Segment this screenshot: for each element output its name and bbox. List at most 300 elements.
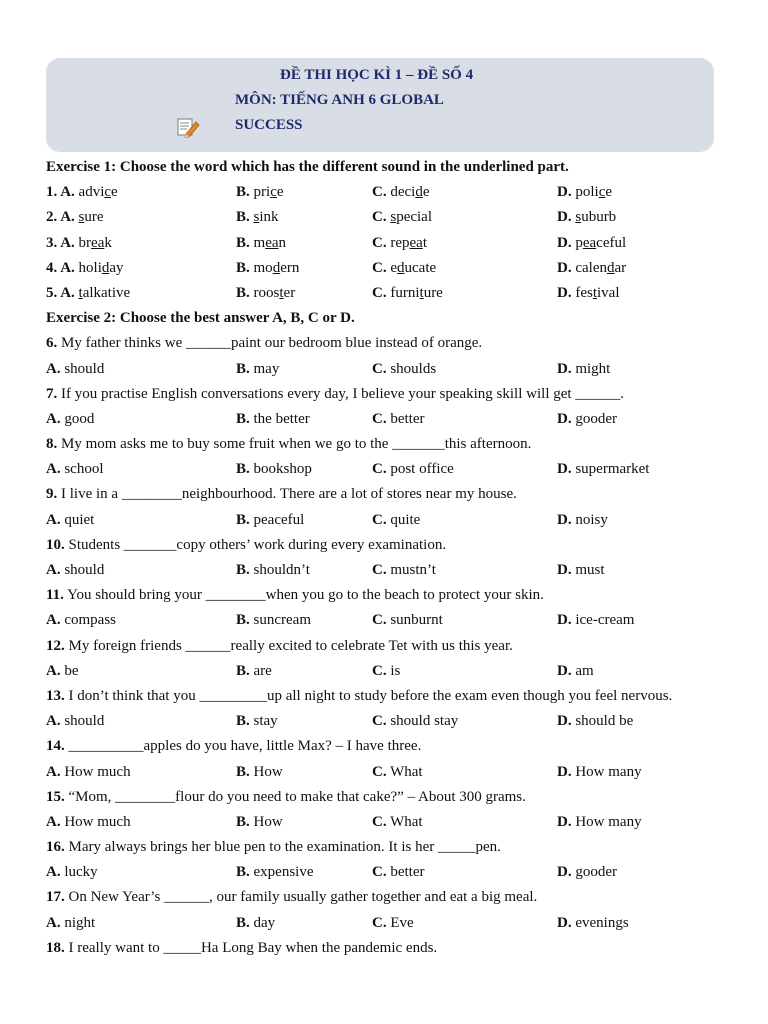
option-text: Eve <box>390 914 414 931</box>
answer-option[interactable] <box>236 281 295 306</box>
answer-option[interactable] <box>46 180 118 205</box>
option-letter: D. <box>557 914 572 931</box>
answer-option[interactable] <box>236 508 304 533</box>
option-letter: D. <box>557 864 572 881</box>
word-part: e <box>390 259 398 276</box>
exam-header <box>46 58 714 152</box>
answer-option[interactable] <box>557 860 617 885</box>
answer-option[interactable] <box>557 709 633 734</box>
word-part: pri <box>253 184 271 201</box>
underlined-part: s <box>390 209 397 226</box>
word-part: er <box>283 284 296 301</box>
question-text <box>46 331 726 356</box>
question-text <box>46 482 726 507</box>
answer-option[interactable] <box>236 231 286 256</box>
underlined-part: s <box>78 209 85 226</box>
answer-option[interactable] <box>372 407 425 432</box>
answer-option[interactable] <box>46 760 131 785</box>
underlined-part: ea <box>91 234 105 251</box>
option-letter: B. <box>236 511 250 528</box>
option-letter: C. <box>372 360 387 377</box>
word-part: br <box>78 234 92 251</box>
answer-option[interactable] <box>557 205 616 230</box>
option-text: evenings <box>575 914 629 931</box>
answer-option[interactable] <box>372 508 420 533</box>
exam-title: ĐỀ THI HỌC KÌ 1 – ĐỀ SỐ 4 <box>280 67 474 83</box>
option-letter: A. <box>46 864 61 881</box>
question-number: 7. <box>46 385 58 402</box>
answer-option[interactable] <box>557 256 626 281</box>
word-part: ival <box>597 284 620 301</box>
exercise-2-questions <box>46 331 726 961</box>
option-text: How <box>253 763 283 780</box>
option-letter: A. <box>46 763 61 780</box>
word-part: pecial <box>396 209 432 226</box>
underlined-part: d <box>272 259 281 276</box>
underlined-part: d <box>397 259 405 276</box>
word-part: e <box>605 184 613 201</box>
answer-option[interactable] <box>557 457 649 482</box>
options-row <box>46 558 726 583</box>
question-number: 18. <box>46 939 65 956</box>
option-letter: B. <box>236 410 250 427</box>
question-sentence: Students _______copy others’ work during every examination. <box>68 536 447 553</box>
option-text: expensive <box>253 864 314 881</box>
question-row <box>46 281 726 306</box>
answer-option[interactable] <box>46 281 130 306</box>
answer-option[interactable] <box>372 357 436 382</box>
option-letter: D. <box>557 713 572 730</box>
underlined-part: t <box>419 284 424 301</box>
answer-option[interactable] <box>372 457 454 482</box>
option-text: should stay <box>390 713 459 730</box>
answer-option[interactable] <box>236 407 310 432</box>
question-sentence: My foreign friends ______really excited to celebrate Tet with us this year. <box>68 637 513 654</box>
answer-option[interactable] <box>236 709 278 734</box>
option-text: the better <box>253 410 310 427</box>
answer-option[interactable] <box>557 231 626 256</box>
answer-option[interactable] <box>46 860 98 885</box>
option-letter: C. <box>372 511 387 528</box>
answer-option[interactable] <box>372 256 436 281</box>
option-text: must <box>575 562 605 578</box>
option-text: What <box>390 763 423 780</box>
options-row <box>46 357 726 382</box>
underlined-part: c <box>104 184 112 201</box>
option-letter: A. <box>46 713 61 730</box>
answer-option[interactable] <box>557 911 629 936</box>
answer-option[interactable] <box>46 608 116 633</box>
option-text: post office <box>390 461 454 478</box>
option-text: suncream <box>253 612 311 629</box>
option-text: night <box>64 914 96 931</box>
answer-option[interactable] <box>236 760 283 785</box>
answer-option[interactable] <box>557 508 608 533</box>
answer-option[interactable] <box>557 558 605 583</box>
option-letter: C. <box>372 259 387 276</box>
word-part: furni <box>390 284 420 301</box>
word-part: roos <box>253 284 280 301</box>
option-letter: B. <box>236 360 250 377</box>
word-part: holi <box>78 259 102 276</box>
question-text <box>46 835 726 860</box>
question-text <box>46 785 726 810</box>
underlined-part: ea <box>265 234 279 251</box>
option-letter: C. <box>372 763 387 780</box>
answer-option[interactable] <box>557 407 617 432</box>
answer-option[interactable] <box>557 281 620 306</box>
option-letter: C. <box>372 864 387 881</box>
option-text: should be <box>575 713 634 730</box>
exercise-1-title: Exercise 1: Choose the word which has the different sound in the underlined part. <box>46 159 569 175</box>
option-text: sunburnt <box>390 612 443 629</box>
answer-option[interactable] <box>236 180 284 205</box>
answer-option[interactable] <box>372 810 423 835</box>
word-part: uburb <box>581 209 617 226</box>
option-letter: C. <box>372 410 387 427</box>
answer-option[interactable] <box>372 659 400 684</box>
answer-option[interactable] <box>557 357 610 382</box>
question-text <box>46 432 726 457</box>
word-part: ar <box>614 259 627 276</box>
answer-option[interactable] <box>372 911 414 936</box>
option-letter: B. <box>236 612 250 629</box>
underlined-part: t <box>279 284 284 301</box>
option-letter: A. <box>46 914 61 931</box>
answer-option[interactable] <box>236 457 312 482</box>
option-letter: B. <box>236 234 250 251</box>
word-part: alkative <box>82 284 131 301</box>
word-part: ern <box>280 259 300 276</box>
word-part: ay <box>109 259 124 276</box>
question-sentence: My mom asks me to buy some fruit when we go to the _______this afternoon. <box>61 436 532 453</box>
exercise-1-questions <box>46 180 726 306</box>
options-row <box>46 760 726 785</box>
word-part: e <box>422 184 430 201</box>
option-text: shouldn’t <box>253 562 310 578</box>
question-text <box>46 684 726 709</box>
option-letter: B. <box>236 461 250 478</box>
answer-option[interactable] <box>46 205 104 230</box>
option-letter: B. <box>236 209 250 226</box>
option-text: may <box>253 360 280 377</box>
word-part: p <box>575 234 583 251</box>
option-text: How much <box>64 813 131 830</box>
option-letter: C. <box>372 234 387 251</box>
answer-option[interactable] <box>46 911 95 936</box>
answer-option[interactable] <box>372 760 423 785</box>
answer-option[interactable] <box>46 357 104 382</box>
question-text <box>46 885 726 910</box>
option-letter: A. <box>60 234 75 251</box>
option-text: shoulds <box>390 360 437 377</box>
question-text <box>46 583 726 608</box>
answer-option[interactable] <box>46 256 124 281</box>
document-pencil-icon <box>176 116 200 138</box>
question-number: 11. <box>46 587 64 604</box>
option-text: bookshop <box>253 461 312 478</box>
option-text: supermarket <box>575 461 650 478</box>
underlined-part: s <box>575 209 582 226</box>
answer-option[interactable] <box>46 407 94 432</box>
option-text: mustn’t <box>390 562 436 578</box>
word-part: advi <box>78 184 105 201</box>
answer-option[interactable] <box>372 860 425 885</box>
answer-option[interactable] <box>236 659 272 684</box>
options-row <box>46 608 726 633</box>
option-letter: D. <box>557 184 572 201</box>
option-text: day <box>253 914 276 931</box>
question-number: 6. <box>46 335 58 352</box>
option-text: noisy <box>575 511 608 528</box>
question-number: 5. <box>46 284 61 301</box>
underlined-part: ea <box>409 234 423 251</box>
option-letter: A. <box>46 360 61 377</box>
option-letter: D. <box>557 234 572 251</box>
option-text: stay <box>253 713 278 730</box>
answer-option[interactable] <box>236 810 283 835</box>
option-letter: D. <box>557 763 572 780</box>
question-row <box>46 205 726 230</box>
option-letter: A. <box>46 813 61 830</box>
answer-option[interactable] <box>372 205 432 230</box>
option-letter: D. <box>557 461 572 478</box>
option-letter: B. <box>236 864 250 881</box>
option-letter: C. <box>372 184 387 201</box>
question-sentence: Mary always brings her blue pen to the examination. It is her _____pen. <box>68 839 501 856</box>
question-row <box>46 180 726 205</box>
option-text: should <box>64 360 105 377</box>
word-part: fes <box>575 284 593 301</box>
exercise-2-title: Exercise 2: Choose the best answer A, B, C or D. <box>46 310 355 327</box>
option-letter: A. <box>60 209 75 226</box>
answer-option[interactable] <box>372 281 443 306</box>
option-letter: D. <box>557 662 572 679</box>
option-letter: B. <box>236 713 250 730</box>
option-letter: C. <box>372 662 387 679</box>
underlined-part: d <box>101 259 110 276</box>
option-letter: D. <box>557 612 572 629</box>
options-row <box>46 508 726 533</box>
underlined-part: c <box>270 184 277 201</box>
question-number: 16. <box>46 839 65 856</box>
question-sentence: __________apples do you have, little Max? – I have three. <box>68 738 422 755</box>
word-part: ucate <box>404 259 437 276</box>
question-sentence: My father thinks we ______paint our bedroom blue instead of orange. <box>61 335 483 352</box>
word-part: ure <box>84 209 104 226</box>
option-letter: A. <box>46 562 61 578</box>
question-number: 2. <box>46 209 61 226</box>
option-text: peaceful <box>253 511 305 528</box>
option-text: quite <box>390 511 421 528</box>
answer-option[interactable] <box>372 709 458 734</box>
option-text: is <box>390 662 401 679</box>
underlined-part: c <box>598 184 606 201</box>
answer-option[interactable] <box>236 256 299 281</box>
question-number: 12. <box>46 637 65 654</box>
option-letter: B. <box>236 259 250 276</box>
options-row <box>46 810 726 835</box>
option-text: might <box>575 360 611 377</box>
option-letter: A. <box>46 612 61 629</box>
underlined-part: ea <box>582 234 597 251</box>
option-letter: A. <box>46 461 61 478</box>
underlined-part: d <box>415 184 423 201</box>
word-part: poli <box>575 184 599 201</box>
answer-option[interactable] <box>372 608 443 633</box>
question-text <box>46 734 726 759</box>
option-text: gooder <box>575 410 617 427</box>
option-letter: D. <box>557 284 572 301</box>
question-sentence: I don’t think that you _________up all night to study before the exam even though you feel nervous. <box>68 687 673 704</box>
option-letter: D. <box>557 562 572 578</box>
answer-option[interactable] <box>372 231 427 256</box>
option-text: compass <box>64 612 117 629</box>
option-letter: C. <box>372 562 387 578</box>
option-letter: D. <box>557 410 572 427</box>
answer-option[interactable] <box>236 558 310 583</box>
option-text: good <box>64 410 95 427</box>
options-row <box>46 911 726 936</box>
subject-title: MÔN: TIẾNG ANH 6 GLOBAL <box>235 92 444 108</box>
option-text: lucky <box>64 864 98 881</box>
option-text: How much <box>64 763 131 780</box>
question-number: 14. <box>46 738 65 755</box>
answer-option[interactable] <box>46 508 94 533</box>
option-letter: C. <box>372 914 387 931</box>
options-row <box>46 659 726 684</box>
question-text <box>46 533 726 558</box>
option-text: be <box>64 662 79 679</box>
options-row <box>46 860 726 885</box>
option-letter: D. <box>557 360 572 377</box>
word-part: calen <box>575 259 607 276</box>
answer-option[interactable] <box>372 558 436 583</box>
option-text: How <box>253 813 283 830</box>
option-letter: C. <box>372 284 387 301</box>
answer-option[interactable] <box>557 180 612 205</box>
word-part: ceful <box>596 234 627 251</box>
answer-option[interactable] <box>46 457 104 482</box>
option-letter: A. <box>46 511 61 528</box>
answer-option[interactable] <box>372 180 430 205</box>
word-part: t <box>422 234 427 251</box>
option-text: gooder <box>575 864 617 881</box>
subject-title-cont: SUCCESS <box>235 117 303 133</box>
option-letter: B. <box>236 914 250 931</box>
word-part: mo <box>253 259 273 276</box>
option-letter: A. <box>60 184 75 201</box>
answer-option[interactable] <box>236 860 314 885</box>
option-letter: B. <box>236 662 250 679</box>
exam-content <box>46 155 726 961</box>
options-row <box>46 407 726 432</box>
question-text <box>46 936 726 961</box>
option-letter: D. <box>557 259 572 276</box>
question-number: 9. <box>46 486 58 503</box>
question-number: 3. <box>46 234 61 251</box>
option-letter: B. <box>236 813 250 830</box>
option-letter: A. <box>46 410 61 427</box>
question-row <box>46 231 726 256</box>
word-part: ure <box>423 284 443 301</box>
underlined-part: s <box>253 209 260 226</box>
answer-option[interactable] <box>46 709 104 734</box>
answer-option[interactable] <box>236 357 279 382</box>
question-sentence: You should bring your ________when you go to the beach to protect your skin. <box>67 587 544 604</box>
question-row <box>46 256 726 281</box>
word-part: m <box>253 234 266 251</box>
question-sentence: I really want to _____Ha Long Bay when the pandemic ends. <box>68 939 438 956</box>
option-letter: C. <box>372 612 387 629</box>
word-part: e <box>111 184 118 201</box>
options-row <box>46 457 726 482</box>
answer-option[interactable] <box>46 558 104 583</box>
answer-option[interactable] <box>46 810 131 835</box>
answer-option[interactable] <box>557 760 642 785</box>
question-number: 8. <box>46 436 58 453</box>
option-letter: A. <box>60 259 75 276</box>
word-part: rep <box>390 234 410 251</box>
option-letter: D. <box>557 813 572 830</box>
option-letter: C. <box>372 209 387 226</box>
option-text: are <box>253 662 272 679</box>
option-text: quiet <box>64 511 95 528</box>
question-number: 10. <box>46 536 65 553</box>
option-letter: D. <box>557 511 572 528</box>
option-text: How many <box>575 813 642 830</box>
option-text: What <box>390 813 423 830</box>
option-text: am <box>575 662 594 679</box>
answer-option[interactable] <box>46 659 79 684</box>
word-part: k <box>104 234 112 251</box>
option-letter: C. <box>372 461 387 478</box>
answer-option[interactable] <box>557 608 634 633</box>
question-sentence: On New Year’s ______, our family usually gather together and eat a big meal. <box>68 889 538 906</box>
option-letter: C. <box>372 813 387 830</box>
answer-option[interactable] <box>236 608 311 633</box>
answer-option[interactable] <box>236 205 279 230</box>
question-number: 17. <box>46 889 65 906</box>
question-number: 1. <box>46 184 61 201</box>
option-letter: D. <box>557 209 572 226</box>
option-letter: B. <box>236 284 250 301</box>
word-part: ink <box>259 209 279 226</box>
option-letter: B. <box>236 562 250 578</box>
answer-option[interactable] <box>46 231 112 256</box>
question-number: 15. <box>46 788 65 805</box>
answer-option[interactable] <box>557 659 594 684</box>
option-letter: A. <box>60 284 75 301</box>
question-number: 4. <box>46 259 61 276</box>
underlined-part: t <box>592 284 598 301</box>
word-part: e <box>276 184 284 201</box>
answer-option[interactable] <box>557 810 642 835</box>
answer-option[interactable] <box>236 911 275 936</box>
option-letter: B. <box>236 763 250 780</box>
question-sentence: If you practise English conversations every day, I believe your speaking skill will get ______. <box>61 385 625 402</box>
underlined-part: t <box>78 284 83 301</box>
option-text: ice-cream <box>575 612 635 629</box>
option-letter: A. <box>46 662 61 679</box>
word-part: n <box>278 234 287 251</box>
question-text <box>46 634 726 659</box>
option-text: better <box>390 410 425 427</box>
option-text: school <box>64 461 104 478</box>
underlined-part: d <box>606 259 615 276</box>
question-sentence: “Mom, ________flour do you need to make that cake?” – About 300 grams. <box>68 788 526 805</box>
option-text: should <box>64 713 105 730</box>
